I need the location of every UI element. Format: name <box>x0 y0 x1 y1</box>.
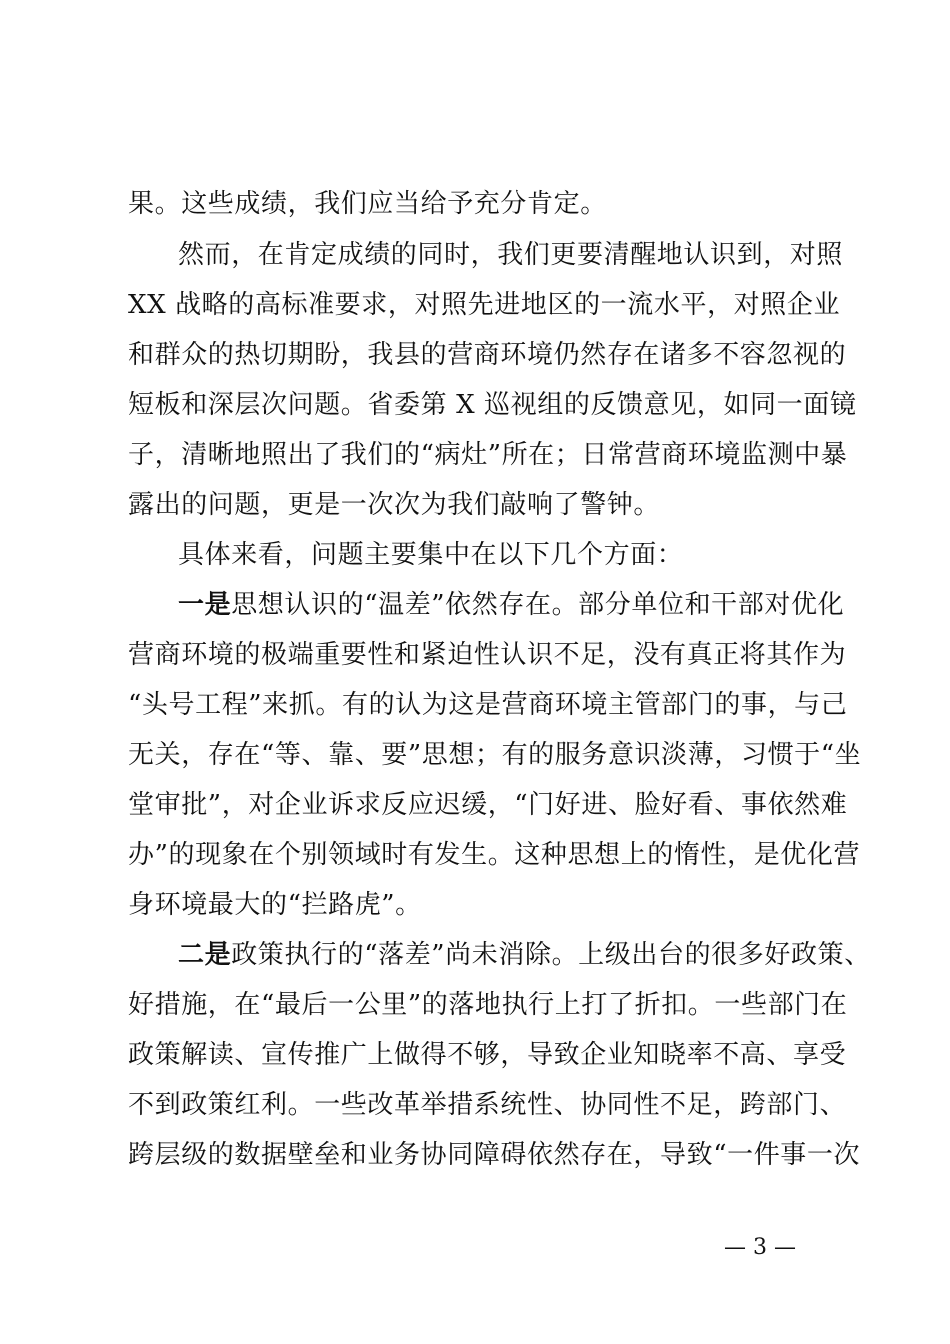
paragraph-line: 政策解读、宣传推广上做得不够，导致企业知晓率不高、享受 <box>128 1040 847 1070</box>
paragraph-line: 子，清晰地照出了我们的“病灶”所在；日常营商环境监测中暴 <box>128 440 848 470</box>
page-number: — 3 — <box>724 1235 796 1260</box>
paragraph-line: 跨层级的数据壁垒和业务协同障碍依然存在，导致“一件事一次 <box>128 1140 861 1170</box>
paragraph-first-line <box>178 583 845 627</box>
point-lead: 一是 <box>178 590 232 620</box>
point-lead: 二是 <box>178 940 232 970</box>
paragraph-text: 政策执行的“落差”尚未消除。上级出台的很多好政策、 <box>231 940 871 970</box>
paragraph-line: “头号工程”来抓。有的认为这是营商环境主管部门的事，与己 <box>128 690 848 720</box>
paragraph-line: 营商环境的极端重要性和紧迫性认识不足，没有真正将其作为 <box>128 640 847 670</box>
paragraph-line: 不到政策红利。一些改革举措系统性、协同性不足，跨部门、 <box>128 1090 847 1120</box>
paragraph-line: 露出的问题，更是一次次为我们敲响了警钟。 <box>128 490 661 520</box>
paragraph-first-line <box>178 933 871 977</box>
paragraph-line: 身环境最大的“拦路虎”。 <box>128 890 422 920</box>
paragraph-line: 无关，存在“等、靠、要”思想；有的服务意识淡薄，习惯于“坐 <box>128 740 862 770</box>
paragraph-line: XX 战略的高标准要求，对照先进地区的一流水平，对照企业 <box>128 290 841 320</box>
paragraph-line: 然而，在肯定成绩的同时，我们更要清醒地认识到，对照 <box>178 240 844 270</box>
paragraph-line: 和群众的热切期盼，我县的营商环境仍然存在诸多不容忽视的 <box>128 340 847 370</box>
paragraph-line: 好措施，在“最后一公里”的落地执行上打了折扣。一些部门在 <box>128 990 848 1020</box>
paragraph-text: 思想认识的“温差”依然存在。部分单位和干部对优化 <box>231 590 845 620</box>
paragraph-line: 具体来看，问题主要集中在以下几个方面： <box>178 540 684 570</box>
paragraph-line: 堂审批”，对企业诉求反应迟缓，“门好进、脸好看、事依然难 <box>128 790 848 820</box>
paragraph-line: 办”的现象在个别领域时有发生。这种思想上的惰性，是优化营 <box>128 840 861 870</box>
paragraph-line: 果。这些成绩，我们应当给予充分肯定。 <box>128 189 607 219</box>
paragraph-line: 短板和深层次问题。省委第 X 巡视组的反馈意见，如同一面镜 <box>128 390 857 420</box>
